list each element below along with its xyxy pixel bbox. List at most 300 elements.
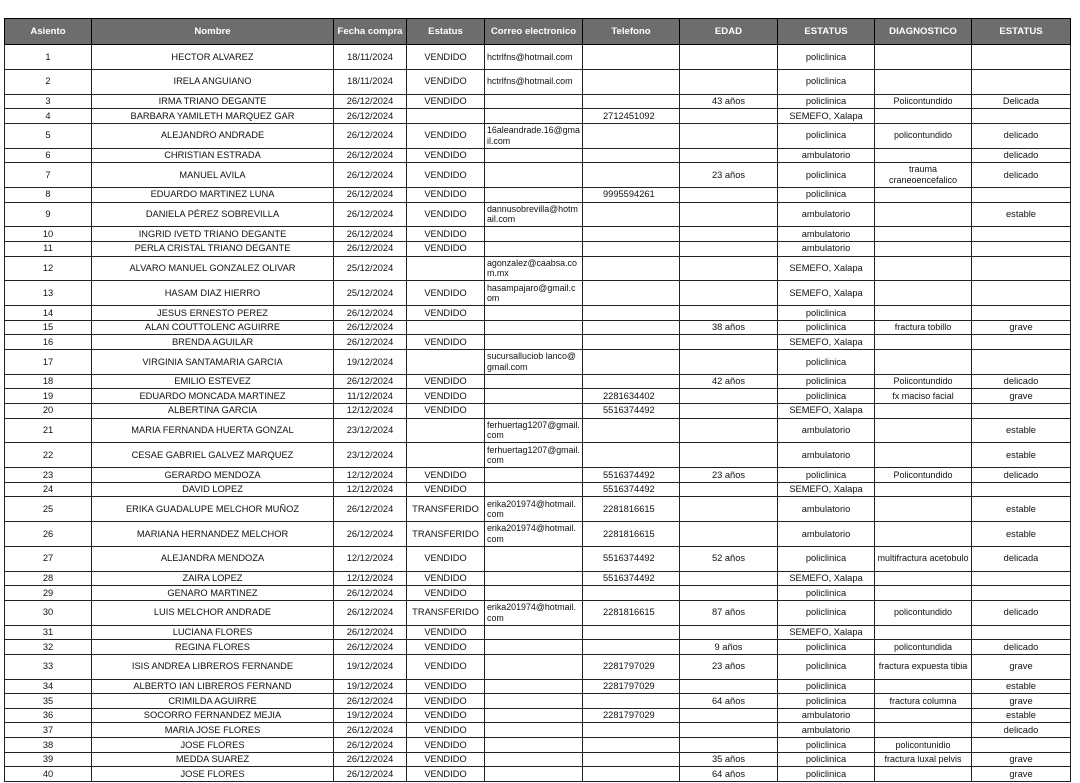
edad-cell: [680, 418, 778, 443]
telefono-cell: 2712451092: [583, 109, 680, 124]
diagnostico-cell: Policontundido: [875, 94, 972, 109]
correo-cell: dannusobrevilla@hotmail.com: [485, 202, 583, 227]
correo-cell: [485, 227, 583, 242]
estatus-clinico-cell: policlinica: [778, 767, 875, 782]
diagnostico-cell: [875, 227, 972, 242]
asiento-cell: 3: [5, 94, 92, 109]
estatus-salud-cell: [972, 227, 1071, 242]
edad-cell: [680, 497, 778, 522]
col-header-edad: EDAD: [680, 19, 778, 45]
estatus-salud-cell: [972, 586, 1071, 601]
estatus-clinico-cell: SEMEFO, Xalapa: [778, 281, 875, 306]
col-header-nombre: Nombre: [92, 19, 334, 45]
correo-cell: 16aleandrade.16@gmail.com: [485, 123, 583, 148]
table-row: [5, 320, 1071, 335]
correo-cell: hctrlfns@hotmail.com: [485, 69, 583, 94]
telefono-cell: [583, 148, 680, 163]
estatus-cell: VENDIDO: [407, 123, 485, 148]
col-header-estatus-3: ESTATUS: [972, 19, 1071, 45]
fecha-cell: 26/12/2024: [334, 320, 407, 335]
edad-cell: [680, 69, 778, 94]
diagnostico-cell: [875, 109, 972, 124]
table-row: [5, 654, 1071, 679]
estatus-salud-cell: delicado: [972, 640, 1071, 655]
nombre-cell: HASAM DIAZ HIERRO: [92, 281, 334, 306]
fecha-cell: 19/12/2024: [334, 708, 407, 723]
estatus-salud-cell: estable: [972, 708, 1071, 723]
col-header-correo: Correo electronico: [485, 19, 583, 45]
estatus-cell: TRANSFERIDO: [407, 522, 485, 547]
telefono-cell: [583, 320, 680, 335]
nombre-cell: IRELA ANGUIANO: [92, 69, 334, 94]
correo-cell: [485, 571, 583, 586]
telefono-cell: [583, 723, 680, 738]
table-row: [5, 389, 1071, 404]
edad-cell: [680, 522, 778, 547]
telefono-cell: [583, 335, 680, 350]
fecha-cell: 26/12/2024: [334, 187, 407, 202]
asiento-cell: 7: [5, 163, 92, 188]
nombre-cell: JESUS ERNESTO PEREZ: [92, 306, 334, 321]
fecha-cell: 26/12/2024: [334, 586, 407, 601]
estatus-salud-cell: delicado: [972, 148, 1071, 163]
estatus-clinico-cell: policlinica: [778, 586, 875, 601]
estatus-clinico-cell: policlinica: [778, 468, 875, 483]
estatus-salud-cell: delicado: [972, 468, 1071, 483]
estatus-clinico-cell: SEMEFO, Xalapa: [778, 625, 875, 640]
asiento-cell: 5: [5, 123, 92, 148]
estatus-salud-cell: [972, 241, 1071, 256]
estatus-salud-cell: estable: [972, 679, 1071, 694]
diagnostico-cell: [875, 723, 972, 738]
telefono-cell: [583, 163, 680, 188]
table-row: [5, 256, 1071, 281]
correo-cell: erika201974@hotmail.com: [485, 497, 583, 522]
nombre-cell: BRENDA AGUILAR: [92, 335, 334, 350]
telefono-cell: [583, 227, 680, 242]
correo-cell: [485, 374, 583, 389]
edad-cell: [680, 403, 778, 418]
telefono-cell: 2281797029: [583, 679, 680, 694]
asiento-cell: 1: [5, 45, 92, 70]
estatus-clinico-cell: ambulatorio: [778, 227, 875, 242]
correo-cell: [485, 738, 583, 753]
fecha-cell: 26/12/2024: [334, 94, 407, 109]
table-row: [5, 752, 1071, 767]
table-row: [5, 163, 1071, 188]
col-header-estatus-2: ESTATUS: [778, 19, 875, 45]
edad-cell: [680, 723, 778, 738]
estatus-cell: VENDIDO: [407, 468, 485, 483]
diagnostico-cell: fractura luxal pelvis: [875, 752, 972, 767]
estatus-salud-cell: grave: [972, 389, 1071, 404]
fecha-cell: 23/12/2024: [334, 418, 407, 443]
estatus-salud-cell: delicada: [972, 546, 1071, 571]
diagnostico-cell: policontundido: [875, 123, 972, 148]
nombre-cell: EDUARDO MARTINEZ LUNA: [92, 187, 334, 202]
diagnostico-cell: [875, 482, 972, 497]
report-table-container: [4, 18, 1071, 782]
estatus-cell: VENDIDO: [407, 389, 485, 404]
estatus-salud-cell: [972, 403, 1071, 418]
estatus-clinico-cell: SEMEFO, Xalapa: [778, 256, 875, 281]
nombre-cell: DANIELA PÉREZ SOBREVILLA: [92, 202, 334, 227]
correo-cell: [485, 109, 583, 124]
estatus-salud-cell: estable: [972, 202, 1071, 227]
fecha-cell: 11/12/2024: [334, 389, 407, 404]
diagnostico-cell: [875, 256, 972, 281]
telefono-cell: [583, 625, 680, 640]
fecha-cell: 26/12/2024: [334, 752, 407, 767]
estatus-salud-cell: grave: [972, 767, 1071, 782]
table-body: [5, 45, 1071, 782]
edad-cell: 52 años: [680, 546, 778, 571]
telefono-cell: 2281816615: [583, 497, 680, 522]
table-row: [5, 546, 1071, 571]
fecha-cell: 12/12/2024: [334, 403, 407, 418]
edad-cell: [680, 679, 778, 694]
estatus-clinico-cell: policlinica: [778, 752, 875, 767]
diagnostico-cell: Policontundido: [875, 374, 972, 389]
estatus-salud-cell: [972, 738, 1071, 753]
table-row: [5, 482, 1071, 497]
estatus-clinico-cell: policlinica: [778, 546, 875, 571]
asiento-cell: 12: [5, 256, 92, 281]
estatus-cell: VENDIDO: [407, 767, 485, 782]
fecha-cell: 26/12/2024: [334, 241, 407, 256]
estatus-cell: VENDIDO: [407, 374, 485, 389]
asiento-cell: 29: [5, 586, 92, 601]
diagnostico-cell: multifractura acetobulo: [875, 546, 972, 571]
edad-cell: [680, 227, 778, 242]
edad-cell: 42 años: [680, 374, 778, 389]
edad-cell: [680, 187, 778, 202]
edad-cell: [680, 349, 778, 374]
telefono-cell: [583, 123, 680, 148]
nombre-cell: LUIS MELCHOR ANDRADE: [92, 600, 334, 625]
asiento-cell: 17: [5, 349, 92, 374]
estatus-salud-cell: estable: [972, 418, 1071, 443]
estatus-salud-cell: [972, 349, 1071, 374]
table-row: [5, 374, 1071, 389]
diagnostico-cell: policontunidio: [875, 738, 972, 753]
nombre-cell: JOSE FLORES: [92, 738, 334, 753]
estatus-cell: VENDIDO: [407, 187, 485, 202]
table-row: [5, 418, 1071, 443]
diagnostico-cell: fractura columna: [875, 694, 972, 709]
estatus-cell: [407, 256, 485, 281]
edad-cell: 64 años: [680, 767, 778, 782]
diagnostico-cell: [875, 586, 972, 601]
asiento-cell: 22: [5, 443, 92, 468]
telefono-cell: [583, 45, 680, 70]
edad-cell: 64 años: [680, 694, 778, 709]
estatus-salud-cell: [972, 625, 1071, 640]
estatus-clinico-cell: policlinica: [778, 69, 875, 94]
estatus-clinico-cell: SEMEFO, Xalapa: [778, 482, 875, 497]
telefono-cell: [583, 418, 680, 443]
table-row: [5, 335, 1071, 350]
table-row: [5, 497, 1071, 522]
telefono-cell: 2281797029: [583, 708, 680, 723]
estatus-clinico-cell: ambulatorio: [778, 708, 875, 723]
estatus-salud-cell: delicado: [972, 123, 1071, 148]
fecha-cell: 26/12/2024: [334, 694, 407, 709]
estatus-clinico-cell: policlinica: [778, 654, 875, 679]
edad-cell: 87 años: [680, 600, 778, 625]
correo-cell: [485, 679, 583, 694]
telefono-cell: [583, 443, 680, 468]
edad-cell: [680, 708, 778, 723]
telefono-cell: [583, 69, 680, 94]
fecha-cell: 26/12/2024: [334, 497, 407, 522]
edad-cell: 43 años: [680, 94, 778, 109]
asiento-cell: 20: [5, 403, 92, 418]
asiento-cell: 35: [5, 694, 92, 709]
edad-cell: 9 años: [680, 640, 778, 655]
estatus-cell: VENDIDO: [407, 227, 485, 242]
correo-cell: [485, 320, 583, 335]
diagnostico-cell: [875, 403, 972, 418]
estatus-clinico-cell: ambulatorio: [778, 148, 875, 163]
telefono-cell: 9995594261: [583, 187, 680, 202]
estatus-cell: VENDIDO: [407, 571, 485, 586]
telefono-cell: 2281634402: [583, 389, 680, 404]
telefono-cell: [583, 767, 680, 782]
fecha-cell: 26/12/2024: [334, 202, 407, 227]
estatus-cell: VENDIDO: [407, 241, 485, 256]
correo-cell: [485, 694, 583, 709]
telefono-cell: [583, 738, 680, 753]
estatus-salud-cell: [972, 109, 1071, 124]
correo-cell: ferhuertag1207@gmail.com: [485, 418, 583, 443]
estatus-clinico-cell: ambulatorio: [778, 497, 875, 522]
edad-cell: [680, 123, 778, 148]
diagnostico-cell: [875, 497, 972, 522]
correo-cell: [485, 625, 583, 640]
estatus-clinico-cell: policlinica: [778, 600, 875, 625]
estatus-clinico-cell: policlinica: [778, 389, 875, 404]
asiento-cell: 16: [5, 335, 92, 350]
telefono-cell: [583, 94, 680, 109]
estatus-clinico-cell: policlinica: [778, 320, 875, 335]
nombre-cell: VIRGINIA SANTAMARIA GARCIA: [92, 349, 334, 374]
fecha-cell: 26/12/2024: [334, 163, 407, 188]
estatus-cell: VENDIDO: [407, 45, 485, 70]
table-row: [5, 94, 1071, 109]
nombre-cell: GERARDO MENDOZA: [92, 468, 334, 483]
nombre-cell: EDUARDO MONCADA MARTINEZ: [92, 389, 334, 404]
telefono-cell: 5516374492: [583, 482, 680, 497]
diagnostico-cell: fractura expuesta tibia: [875, 654, 972, 679]
diagnostico-cell: [875, 418, 972, 443]
correo-cell: [485, 163, 583, 188]
estatus-cell: [407, 443, 485, 468]
edad-cell: 23 años: [680, 163, 778, 188]
estatus-salud-cell: [972, 335, 1071, 350]
correo-cell: [485, 306, 583, 321]
correo-cell: agonzalez@caabsa.com.mx: [485, 256, 583, 281]
estatus-salud-cell: grave: [972, 320, 1071, 335]
fecha-cell: 26/12/2024: [334, 335, 407, 350]
table-row: [5, 187, 1071, 202]
estatus-clinico-cell: SEMEFO, Xalapa: [778, 109, 875, 124]
nombre-cell: MANUEL AVILA: [92, 163, 334, 188]
estatus-cell: VENDIDO: [407, 654, 485, 679]
diagnostico-cell: [875, 679, 972, 694]
telefono-cell: [583, 281, 680, 306]
correo-cell: sucursalluciob lanco@gmail.com: [485, 349, 583, 374]
edad-cell: [680, 109, 778, 124]
col-header-telefono: Telefono: [583, 19, 680, 45]
edad-cell: 23 años: [680, 468, 778, 483]
fecha-cell: 25/12/2024: [334, 256, 407, 281]
asiento-cell: 38: [5, 738, 92, 753]
estatus-cell: VENDIDO: [407, 546, 485, 571]
nombre-cell: BARBARA YAMILETH MARQUEZ GAR: [92, 109, 334, 124]
estatus-clinico-cell: SEMEFO, Xalapa: [778, 335, 875, 350]
estatus-clinico-cell: policlinica: [778, 45, 875, 70]
diagnostico-cell: [875, 767, 972, 782]
nombre-cell: INGRID IVETD TRIANO DEGANTE: [92, 227, 334, 242]
asiento-cell: 19: [5, 389, 92, 404]
nombre-cell: DAVID LOPEZ: [92, 482, 334, 497]
edad-cell: [680, 586, 778, 601]
fecha-cell: 19/12/2024: [334, 679, 407, 694]
correo-cell: [485, 403, 583, 418]
nombre-cell: PERLA CRISTAL TRIANO DEGANTE: [92, 241, 334, 256]
asiento-cell: 6: [5, 148, 92, 163]
nombre-cell: SOCORRO FERNANDEZ MEJIA: [92, 708, 334, 723]
estatus-cell: VENDIDO: [407, 738, 485, 753]
estatus-cell: [407, 418, 485, 443]
diagnostico-cell: [875, 202, 972, 227]
fecha-cell: 26/12/2024: [334, 148, 407, 163]
diagnostico-cell: [875, 708, 972, 723]
fecha-cell: 18/11/2024: [334, 45, 407, 70]
asiento-cell: 37: [5, 723, 92, 738]
edad-cell: [680, 241, 778, 256]
asiento-cell: 9: [5, 202, 92, 227]
telefono-cell: [583, 374, 680, 389]
fecha-cell: 26/12/2024: [334, 227, 407, 242]
edad-cell: [680, 482, 778, 497]
estatus-salud-cell: grave: [972, 654, 1071, 679]
estatus-salud-cell: [972, 571, 1071, 586]
asiento-cell: 13: [5, 281, 92, 306]
asiento-cell: 18: [5, 374, 92, 389]
estatus-clinico-cell: ambulatorio: [778, 241, 875, 256]
diagnostico-cell: fractura tobillo: [875, 320, 972, 335]
estatus-clinico-cell: ambulatorio: [778, 202, 875, 227]
asiento-cell: 2: [5, 69, 92, 94]
correo-cell: erika201974@hotmail.com: [485, 522, 583, 547]
diagnostico-cell: [875, 443, 972, 468]
nombre-cell: JOSE FLORES: [92, 767, 334, 782]
nombre-cell: ERIKA GUADALUPE MELCHOR MUÑOZ: [92, 497, 334, 522]
fecha-cell: 12/12/2024: [334, 571, 407, 586]
asiento-cell: 33: [5, 654, 92, 679]
estatus-cell: VENDIDO: [407, 281, 485, 306]
correo-cell: [485, 586, 583, 601]
nombre-cell: MEDDA SUAREZ: [92, 752, 334, 767]
nombre-cell: MARIA FERNANDA HUERTA GONZAL: [92, 418, 334, 443]
estatus-cell: VENDIDO: [407, 640, 485, 655]
diagnostico-cell: [875, 69, 972, 94]
edad-cell: [680, 335, 778, 350]
table-row: [5, 571, 1071, 586]
estatus-cell: TRANSFERIDO: [407, 497, 485, 522]
correo-cell: hasampajaro@gmail.com: [485, 281, 583, 306]
diagnostico-cell: [875, 148, 972, 163]
table-row: [5, 586, 1071, 601]
estatus-cell: VENDIDO: [407, 163, 485, 188]
correo-cell: [485, 335, 583, 350]
correo-cell: [485, 468, 583, 483]
estatus-clinico-cell: policlinica: [778, 123, 875, 148]
edad-cell: [680, 306, 778, 321]
asiento-cell: 21: [5, 418, 92, 443]
nombre-cell: ALEJANDRO ANDRADE: [92, 123, 334, 148]
diagnostico-cell: [875, 571, 972, 586]
asiento-cell: 23: [5, 468, 92, 483]
fecha-cell: 26/12/2024: [334, 123, 407, 148]
table-row: [5, 306, 1071, 321]
table-row: [5, 600, 1071, 625]
correo-cell: [485, 654, 583, 679]
table-row: [5, 349, 1071, 374]
estatus-salud-cell: estable: [972, 497, 1071, 522]
nombre-cell: ALAN COUTTOLENC AGUIRRE: [92, 320, 334, 335]
estatus-salud-cell: [972, 187, 1071, 202]
telefono-cell: 5516374492: [583, 571, 680, 586]
fecha-cell: 26/12/2024: [334, 306, 407, 321]
nombre-cell: ALBERTINA GARCIA: [92, 403, 334, 418]
diagnostico-cell: [875, 522, 972, 547]
correo-cell: [485, 708, 583, 723]
header-row: [5, 19, 1071, 45]
correo-cell: [485, 723, 583, 738]
fecha-cell: 26/12/2024: [334, 600, 407, 625]
telefono-cell: [583, 306, 680, 321]
nombre-cell: ALVARO MANUEL GONZALEZ OLIVAR: [92, 256, 334, 281]
asiento-cell: 26: [5, 522, 92, 547]
estatus-clinico-cell: policlinica: [778, 94, 875, 109]
telefono-cell: 5516374492: [583, 403, 680, 418]
fecha-cell: 26/12/2024: [334, 640, 407, 655]
correo-cell: [485, 767, 583, 782]
edad-cell: [680, 443, 778, 468]
fecha-cell: 26/12/2024: [334, 109, 407, 124]
estatus-clinico-cell: policlinica: [778, 738, 875, 753]
nombre-cell: CHRISTIAN ESTRADA: [92, 148, 334, 163]
estatus-clinico-cell: SEMEFO, Xalapa: [778, 571, 875, 586]
diagnostico-cell: [875, 306, 972, 321]
nombre-cell: CESAE GABRIEL GALVEZ MARQUEZ: [92, 443, 334, 468]
estatus-cell: VENDIDO: [407, 694, 485, 709]
asiento-cell: 27: [5, 546, 92, 571]
estatus-cell: VENDIDO: [407, 335, 485, 350]
fecha-cell: 23/12/2024: [334, 443, 407, 468]
asiento-cell: 8: [5, 187, 92, 202]
correo-cell: [485, 187, 583, 202]
estatus-clinico-cell: SEMEFO, Xalapa: [778, 403, 875, 418]
asiento-cell: 11: [5, 241, 92, 256]
telefono-cell: [583, 752, 680, 767]
nombre-cell: ISIS ANDREA LIBREROS FERNANDE: [92, 654, 334, 679]
estatus-cell: VENDIDO: [407, 69, 485, 94]
asiento-cell: 24: [5, 482, 92, 497]
